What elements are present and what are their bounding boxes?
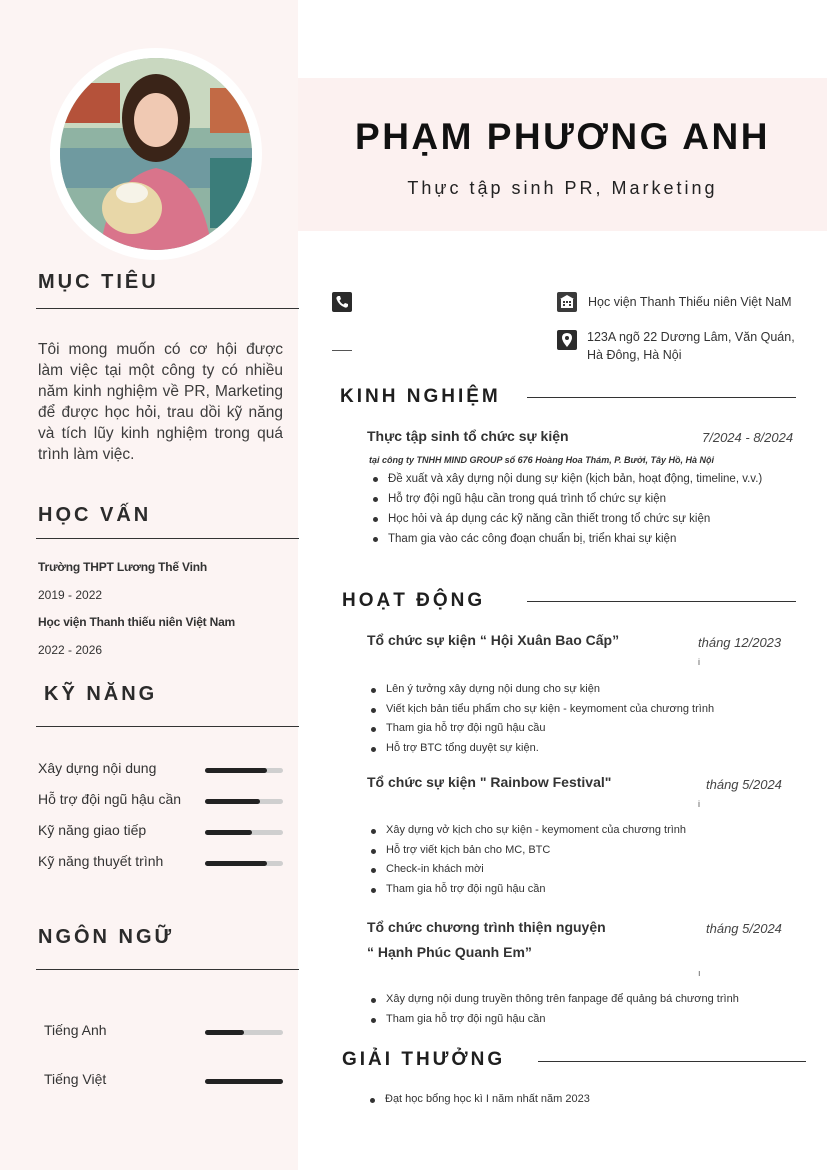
phone-icon: [332, 292, 352, 312]
awards-bullets: [367, 1090, 787, 1110]
experience-heading: KINH NGHIỆM: [340, 386, 501, 407]
skill-label: Kỹ năng thuyết trình: [38, 853, 164, 869]
skill-item: [38, 822, 288, 842]
activity-bullets: [368, 821, 788, 899]
full-name: PHẠM PHƯƠNG ANH: [355, 116, 770, 157]
skill-label: Xây dựng nội dung: [38, 760, 157, 776]
skill-level-bar: [205, 830, 283, 835]
experience-job-title: Thực tập sinh tổ chức sự kiện: [367, 428, 569, 444]
skills-divider: [36, 726, 299, 727]
list-item: Tham gia hỗ trợ đội ngũ hậu cần: [368, 1010, 788, 1030]
list-item: Tham gia vào các công đoạn chuẩn bị, triển khai sự kiện: [370, 529, 780, 549]
location-pin-icon: [557, 330, 577, 350]
skill-label: Hỗ trợ đội ngũ hậu cần: [38, 791, 182, 807]
contact-divider: [332, 350, 352, 351]
list-item: Viết kịch bản tiểu phẩm cho sự kiện - keymoment của chương trình: [368, 700, 788, 720]
list-item: Lên ý tưởng xây dựng nội dung cho sự kiện: [368, 680, 788, 700]
skill-level-bar: [205, 768, 283, 773]
language-level-fill: [205, 1079, 283, 1084]
skill-item: [38, 791, 288, 811]
activity-mark: i: [698, 799, 700, 809]
header-band: [298, 78, 827, 231]
contact-school: Học viện Thanh Thiếu niên Việt NaM: [588, 295, 792, 309]
skill-level-fill: [205, 768, 267, 773]
activity-title: Tổ chức chương trình thiện nguyện: [367, 919, 606, 935]
list-item: Tham gia hỗ trợ đội ngũ hậu cần: [368, 880, 788, 900]
experience-date: 7/2024 - 8/2024: [702, 430, 794, 445]
list-item: Hỗ trợ viết kịch bản cho MC, BTC: [368, 841, 788, 861]
list-item: Hỗ trợ đội ngũ hậu cần trong quá trình tổ chức sự kiện: [370, 489, 780, 509]
building-icon: [557, 292, 577, 312]
activities-heading: HOẠT ĐỘNG: [342, 590, 486, 611]
experience-bullets: [370, 469, 780, 549]
language-level-fill: [205, 1030, 244, 1035]
awards-heading: GIẢI THƯỞNG: [342, 1049, 506, 1070]
list-item: Xây dựng vở kịch cho sự kiện - keymoment của chương trình: [368, 821, 788, 841]
skill-level-bar: [205, 861, 283, 866]
language-label: Tiếng Việt: [44, 1071, 107, 1087]
skill-item: [38, 760, 288, 780]
sidebar: [0, 0, 298, 1170]
skill-item: [38, 853, 288, 873]
activity-title: Tổ chức sự kiện " Rainbow Festival": [367, 774, 612, 790]
skills-heading: KỸ NĂNG: [44, 683, 158, 705]
objective-divider: [36, 308, 299, 309]
contact-address: 123A ngõ 22 Dương Lâm, Văn Quán, Hà Đông, Hà Nội: [587, 330, 795, 362]
skill-label: Kỹ năng giao tiếp: [38, 822, 147, 838]
experience-divider: [527, 397, 796, 398]
skill-level-fill: [205, 799, 260, 804]
objective-text: Tôi mong muốn có cơ hội được làm việc tại một công ty có nhiều năm kinh nghiệm về PR, Marketing để được học hỏi, trau dồi kỹ năng và tích lũy kinh nghiệm trong quá trình làm việc.: [38, 341, 283, 463]
job-title: Thực tập sinh PR, Marketing: [407, 178, 718, 198]
profile-photo-frame: [50, 48, 262, 260]
list-item: Đạt học bổng học kì I năm nhất năm 2023: [367, 1090, 787, 1110]
profile-photo: [60, 58, 252, 250]
education-divider: [36, 538, 299, 539]
activity-title: Tổ chức sự kiện “ Hội Xuân Bao Cấp”: [367, 632, 620, 648]
activity-date: tháng 5/2024: [706, 777, 782, 792]
education-heading: HỌC VẤN: [38, 504, 152, 526]
activity-bullets: [368, 680, 788, 758]
activity-mark: i: [698, 657, 700, 667]
list-item: Hỗ trợ BTC tổng duyệt sự kiện.: [368, 739, 788, 759]
language-item: [44, 1022, 294, 1042]
language-label: Tiếng Anh: [44, 1022, 107, 1038]
language-level-bar: [205, 1030, 283, 1035]
skill-level-fill: [205, 830, 252, 835]
objective-heading: MỤC TIÊU: [38, 271, 159, 293]
activity-bullets: [368, 990, 788, 1029]
activity-date: tháng 5/2024: [706, 921, 782, 936]
activity-date: tháng 12/2023: [698, 635, 782, 650]
list-item: Check-in khách mời: [368, 860, 788, 880]
education-school: Trường THPT Lương Thế Vinh: [38, 560, 208, 574]
experience-company: tại công ty TNHH MIND GROUP số 676 Hoàng Hoa Thám, P. Bưởi, Tây Hồ, Hà Nội: [369, 455, 715, 465]
skill-level-bar: [205, 799, 283, 804]
languages-divider: [36, 969, 299, 970]
skill-level-fill: [205, 861, 267, 866]
list-item: Tham gia hỗ trợ đội ngũ hậu cầu: [368, 719, 788, 739]
languages-heading: NGÔN NGỮ: [38, 926, 175, 948]
list-item: Đề xuất và xây dựng nội dung sự kiện (kịch bản, hoạt động, timeline, v.v.): [370, 469, 780, 489]
language-level-bar: [205, 1079, 283, 1084]
education-years: 2019 - 2022: [38, 588, 103, 602]
awards-divider: [538, 1061, 806, 1062]
education-school: Học viện Thanh thiếu niên Việt Nam: [38, 615, 236, 629]
education-years: 2022 - 2026: [38, 643, 103, 657]
list-item: Học hỏi và áp dụng các kỹ năng cần thiết trong tổ chức sự kiện: [370, 509, 780, 529]
language-item: [44, 1071, 294, 1091]
list-item: Xây dựng nội dung truyền thông trên fanpage để quảng bá chương trình: [368, 990, 788, 1010]
activity-mark: ı: [698, 968, 701, 978]
activity-subtitle: “ Hạnh Phúc Quanh Em”: [367, 944, 532, 960]
activities-divider: [527, 601, 796, 602]
